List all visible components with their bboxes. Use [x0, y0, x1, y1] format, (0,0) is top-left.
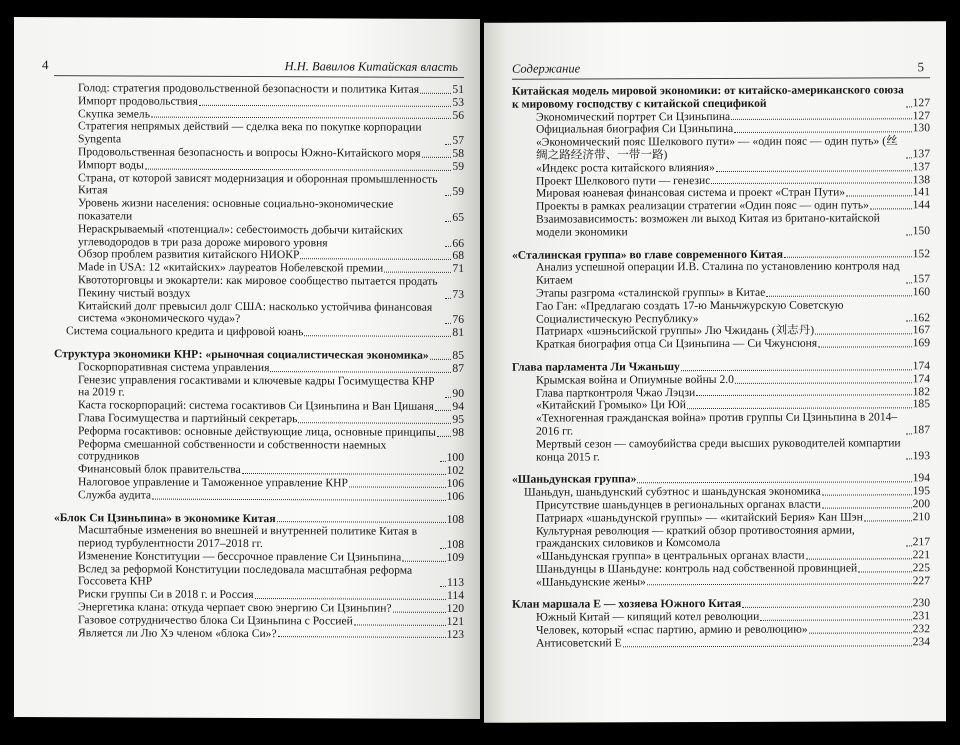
toc-entry[interactable]: [512, 636, 930, 650]
dot-leader: [393, 612, 446, 613]
dot-leader: [647, 584, 912, 586]
toc-entry-title: Проект Шелкового пути — генезис: [536, 173, 711, 188]
toc-entry-title: Глава партконтроля Чжао Лэцзи: [536, 385, 696, 400]
toc-entry-page: 234: [912, 635, 930, 649]
dot-leader: [906, 157, 912, 158]
dot-leader: [445, 221, 451, 222]
table-of-contents-right: [512, 84, 930, 650]
dot-leader: [906, 106, 912, 107]
toc-entry-title: Клан маршала Е — хозяева Южного Китая: [512, 597, 742, 612]
toc-entry-title: Антисоветский Е: [536, 636, 622, 650]
toc-entry-page: 174: [912, 359, 930, 373]
left-page-header: [42, 55, 464, 78]
toc-entry-title: Реформа смешанной собственности и собственности наемных сотрудников: [78, 436, 387, 463]
toc-entry-title: Голод: стратегия продовольственной безопасности и политика Китая: [78, 81, 420, 96]
toc-entry[interactable]: [54, 627, 464, 642]
toc-section: [512, 473, 930, 590]
toc-entry-title: Патриарх «шэньсийской группы» Лю Чжидань (刘志丹): [536, 323, 815, 338]
dot-leader: [731, 119, 911, 121]
toc-entry[interactable]: [54, 223, 464, 250]
toc-entry-page: 225: [912, 561, 930, 575]
toc-entry-title: Гао Ган: «Предлагаю создать 17-ю Маньчжурскую Советскую Социалистическую Республику»: [536, 298, 844, 326]
toc-entry-title: Скупка земель: [78, 106, 150, 121]
toc-entry-title: Экономический портрет Си Цзиньпина: [536, 109, 731, 124]
toc-entry-page: 187: [912, 423, 930, 437]
dot-leader: [402, 560, 445, 561]
dot-leader: [445, 246, 451, 247]
toc-entry[interactable]: [512, 575, 930, 589]
dot-leader: [906, 234, 912, 235]
toc-entry-page: 162: [912, 310, 930, 324]
toc-entry-page: 137: [912, 147, 930, 161]
dot-leader: [906, 433, 912, 434]
toc-entry-page: 193: [912, 448, 930, 462]
toc-entry-page: 221: [912, 548, 930, 562]
toc-entry-page: 210: [912, 509, 930, 524]
toc-section: [512, 360, 930, 464]
dot-leader: [242, 473, 446, 475]
toc-entry-title: Продовольственная безопасность и вопросы Южно-Китайского моря: [78, 145, 421, 160]
dot-leader: [422, 157, 452, 158]
toc-entry[interactable]: [54, 121, 464, 148]
toc-entry-page: 65: [452, 210, 464, 224]
toc-entry-title: Масштабные изменения во внешней и внутренней политике Китая в период турбулентности 2017–2018 гг.: [78, 523, 418, 551]
dot-leader: [349, 486, 446, 487]
dot-leader: [354, 624, 446, 625]
toc-entry-title: Крымская война и Опиумные войны 2.0: [536, 372, 734, 387]
toc-entry-page: 157: [912, 272, 930, 286]
dot-leader: [809, 632, 912, 633]
page-number: 5: [917, 59, 924, 75]
toc-entry-page: 138: [912, 172, 930, 186]
toc-entry[interactable]: [512, 524, 930, 551]
dot-leader: [430, 359, 452, 360]
toc-section: [512, 598, 930, 651]
toc-entry-page: 81: [452, 326, 464, 340]
toc-entry-title: Энергетика клана: откуда черпает свою энергию Си Цзиньпин?: [78, 600, 392, 615]
toc-entry-page: 113: [447, 576, 464, 590]
toc-entry-page: 95: [452, 412, 464, 426]
toc-entry-title: Обзор проблем развития китайского НИОКР: [78, 247, 300, 262]
toc-entry[interactable]: [54, 489, 464, 504]
dot-leader: [906, 321, 912, 322]
dot-leader: [711, 183, 911, 185]
dot-leader: [300, 258, 451, 260]
toc-entry-title: Стратегия непрямых действий — сделка века по покупке корпорации Syngenta: [78, 119, 422, 146]
toc-entry-page: 94: [452, 400, 464, 414]
dot-leader: [806, 558, 912, 559]
toc-entry-page: 174: [912, 371, 930, 386]
toc-section: [54, 82, 464, 340]
dot-leader: [445, 195, 451, 196]
toc-entry-page: 185: [912, 397, 930, 411]
dot-leader: [445, 144, 451, 145]
toc-entry-title: «Шаньдунская группа» в центральных органах власти: [536, 548, 805, 563]
dot-leader: [199, 104, 452, 106]
dot-leader: [145, 168, 452, 170]
toc-entry-page: 66: [452, 236, 464, 250]
toc-entry[interactable]: [512, 261, 930, 288]
dot-leader: [742, 607, 911, 609]
toc-entry-title: Налоговое управление и Таможенное управление КНР: [78, 475, 348, 490]
toc-entry-page: 182: [912, 384, 930, 398]
toc-entry-title: Страна, от которой зависят модернизация и оборонная промышленность Китая: [78, 170, 438, 197]
dot-leader: [734, 132, 911, 134]
toc-entry-page: 85: [452, 348, 464, 362]
toc-entry[interactable]: [512, 135, 930, 162]
toc-entry-title: Китайский долг превысил долг США: насколько устойчива финансовая система «экономического чуда»?: [78, 298, 433, 326]
toc-entry-page: 231: [912, 609, 930, 623]
toc-entry-page: 200: [912, 497, 930, 511]
dot-leader: [864, 520, 912, 521]
toc-entry-page: 195: [912, 484, 930, 498]
toc-entry-title: Человек, который «спас партию, армию и революцию»: [536, 622, 808, 637]
toc-entry-title: «Экономический пояс Шелкового пути» — «один пояс — один путь» (丝绸之路经济带、一带一路): [536, 134, 898, 162]
toc-entry-title: «Сталинская группа» во главе современного Китая: [512, 247, 783, 262]
toc-entry-title: Каста госкорпораций: система госактивов Си Цзиньпина и Ван Цишаня: [78, 398, 434, 413]
toc-chapter-entry[interactable]: [512, 84, 930, 111]
toc-entry-page: 150: [912, 224, 930, 238]
toc-entry-title: Китайская модель мировой экономики: от китайско-американского союза к мировому господству с китайской спецификой: [512, 83, 904, 111]
dot-leader: [304, 335, 451, 337]
toc-entry[interactable]: [54, 172, 464, 199]
toc-section: [54, 348, 464, 503]
toc-entry-title: Мировая юаневая финансовая система и проект «Стран Пути»: [536, 185, 846, 200]
dot-leader: [687, 407, 912, 409]
toc-entry-title: Патриарх «шаньдунской группы» — «китайский Берия» Кан Шэн: [536, 510, 863, 525]
toc-entry-title: Импорт продовольствия: [78, 94, 198, 108]
table-of-contents-left: [54, 82, 464, 641]
toc-entry[interactable]: [54, 524, 464, 551]
toc-entry-title: Нераскрываемый «потенциал»: себестоимость добычи китайских углеводородов в три раза дороже мирового уровня: [78, 222, 404, 249]
toc-entry-title: Глава парламента Ли Чжаньшу: [512, 360, 680, 374]
toc-entry-title: Вслед за реформой Конституции последовала масштабная реформа Госсовета КНР: [78, 561, 413, 589]
toc-entry-title: Официальная биография Си Цзиньпина: [536, 122, 734, 137]
toc-entry-title: Этапы разгрома «сталинской группы» в Китае: [536, 285, 766, 300]
dot-leader: [846, 195, 912, 196]
toc-entry-page: 106: [446, 476, 464, 490]
toc-entry-title: Краткая биография отца Си Цзиньпина — Си Чжунсюня: [536, 336, 818, 351]
toc-section: [512, 84, 930, 239]
dot-leader: [151, 117, 451, 119]
dot-leader: [870, 208, 912, 209]
toc-entry[interactable]: [54, 300, 464, 327]
toc-entry[interactable]: [512, 212, 930, 239]
toc-entry-title: «Шаньдунские жены»: [536, 574, 646, 589]
dot-leader: [623, 645, 912, 647]
dot-leader: [440, 586, 446, 587]
toc-entry-page: 100: [446, 451, 464, 465]
toc-entry-page: 108: [446, 512, 464, 526]
toc-entry-page: 160: [912, 285, 930, 299]
toc-entry-page: 137: [912, 160, 930, 174]
toc-entry-page: 169: [912, 336, 930, 350]
toc-entry-page: 106: [446, 489, 464, 503]
dot-leader: [384, 272, 451, 273]
dot-leader: [255, 598, 446, 600]
dot-leader: [445, 297, 451, 298]
toc-entry-page: 130: [912, 121, 930, 135]
toc-entry-title: Реформа госактивов: основные действующие лица, основные принципы: [78, 423, 436, 439]
dot-leader: [152, 498, 446, 500]
toc-entry-page: 59: [452, 159, 464, 173]
toc-entry-title: Проекты в рамках реализации стратегии «Один пояс — один путь»: [536, 198, 869, 213]
toc-entry-page: 73: [452, 287, 464, 301]
dot-leader: [760, 619, 911, 621]
dot-leader: [270, 371, 451, 373]
toc-entry-title: Культурная революция — краткий обзор противостояния армии, гражданских силовиков и Комсомола: [536, 523, 855, 550]
toc-entry-page: 87: [452, 361, 464, 375]
toc-entry-page: 98: [452, 425, 464, 439]
toc-entry-title: «Китайский Громыко» Ци Юй: [536, 398, 686, 412]
dot-leader: [637, 481, 911, 483]
toc-section: [54, 512, 464, 642]
toc-entry-page: 141: [912, 185, 930, 199]
toc-entry-title: «Индекс роста китайского влияния»: [536, 160, 715, 175]
toc-entry[interactable]: [512, 337, 930, 351]
toc-entry-page: 114: [447, 589, 464, 603]
dot-leader: [818, 346, 911, 347]
dot-leader: [822, 507, 912, 508]
toc-entry-title: Является ли Лю Хэ членом «блока Си»?: [78, 625, 277, 640]
toc-entry-title: Глава Госимущества и партийный секретарь: [78, 411, 298, 426]
running-head: Н.Н. Вавилов Китайская власть: [284, 59, 458, 74]
toc-entry[interactable]: [54, 438, 464, 465]
toc-entry-page: 109: [446, 550, 464, 564]
dot-leader: [420, 93, 451, 94]
toc-entry-title: Южный Китай — кипящий котел революции: [536, 610, 760, 624]
dot-leader: [716, 170, 912, 172]
toc-entry-page: 217: [912, 535, 930, 549]
dot-leader: [766, 295, 911, 297]
dot-leader: [784, 257, 912, 258]
dot-leader: [858, 571, 911, 572]
toc-entry-title: Госкорпоративная система управления: [78, 359, 270, 374]
toc-entry-page: 71: [452, 262, 464, 276]
toc-entry-title: Служба аудита: [78, 487, 152, 502]
toc-entry-title: Изменение Конституции — бессрочное правление Си Цзиньпина: [78, 549, 402, 564]
right-page: [484, 21, 946, 723]
dot-leader: [906, 282, 912, 283]
toc-entry-title: Уровень жизни населения: основные социально-экономические показатели: [78, 196, 394, 223]
toc-entry-title: Газовое сотрудничество блока Си Цзиньпина с Россией: [78, 613, 353, 628]
toc-entry-page: 123: [446, 627, 464, 641]
toc-entry-page: 232: [912, 622, 930, 636]
toc-entry-page: 59: [452, 185, 464, 199]
toc-entry[interactable]: [512, 437, 930, 464]
toc-entry[interactable]: [54, 197, 464, 224]
toc-entry[interactable]: [512, 411, 930, 438]
toc-entry-title: Квототорговцы и экокартели: как мировое сообщество пытается продать Пекину чистый воздух: [78, 273, 438, 300]
toc-entry-page: 120: [446, 601, 464, 616]
toc-entry-page: 58: [452, 146, 464, 160]
toc-entry-page: 51: [452, 82, 464, 96]
page-number: 4: [42, 57, 49, 73]
toc-entry-page: 194: [912, 471, 930, 485]
toc-entry-title: Система социального кредита и цифровой юань: [66, 324, 304, 339]
toc-entry-title: Импорт воды: [78, 158, 144, 172]
toc-entry-title: Финансовый блок правительства: [78, 462, 241, 477]
toc-entry-page: 57: [452, 134, 464, 148]
toc-entry-page: 152: [912, 246, 930, 260]
toc-entry-title: Присутствие шаньдунцев в региональных органах власти: [536, 497, 821, 512]
toc-entry-page: 53: [452, 95, 464, 109]
toc-entry-page: 90: [452, 387, 464, 401]
toc-entry-title: «Блок Си Цзиньпина» в экономике Китая: [54, 510, 276, 525]
dot-leader: [906, 459, 912, 460]
right-page-header: [512, 57, 930, 79]
toc-entry-page: 167: [912, 323, 930, 337]
toc-entry[interactable]: [512, 299, 930, 326]
dot-leader: [440, 461, 446, 462]
toc-entry-title: Шаньдунцы в Шаньдуне: контроль над собственной провинцией: [536, 561, 858, 576]
toc-entry-title: Структура экономики КНР: «рыночная социалистическая экономика»: [54, 347, 429, 362]
dot-leader: [906, 545, 912, 546]
toc-entry-title: Взаимозависимость: возможен ли выход Китая из британо-китайской модели экономики: [536, 211, 880, 239]
toc-entry-page: 121: [446, 614, 464, 628]
toc-entry[interactable]: [54, 325, 464, 340]
dot-leader: [278, 637, 446, 639]
toc-entry-page: 127: [912, 108, 930, 122]
dot-leader: [445, 397, 451, 398]
toc-entry-title: Риски группы Си в 2018 г. и Россия: [78, 587, 254, 602]
dot-leader: [437, 435, 451, 436]
toc-entry-page: 144: [912, 198, 930, 212]
dot-leader: [815, 333, 912, 334]
toc-entry-title: Шаньдун, шаньдунский субэтнос и шаньдунская экономика: [524, 484, 821, 499]
toc-entry-page: 102: [446, 463, 464, 478]
toc-entry-title: Анализ успешной операции И.В. Сталина по установлению контроля над Китаем: [536, 259, 900, 287]
toc-entry-page: 127: [912, 96, 930, 110]
toc-entry-title: Мертвый сезон — самоубийства среди высших руководителей компартии конца 2015 г.: [536, 436, 901, 464]
dot-leader: [696, 395, 911, 397]
dot-leader: [298, 422, 451, 424]
toc-entry-title: Генезис управления госактивами и ключевые кадры Госимущества КНР на 2019 г.: [78, 372, 435, 399]
toc-entry[interactable]: [54, 563, 464, 590]
running-head: Содержание: [512, 61, 581, 76]
toc-entry-page: 68: [452, 249, 464, 263]
toc-entry[interactable]: [54, 274, 464, 301]
toc-entry-title: «Шаньдунская группа»: [512, 472, 637, 487]
toc-entry-page: 76: [452, 313, 464, 327]
left-page: [14, 17, 480, 719]
toc-entry[interactable]: [54, 374, 464, 401]
toc-entry-page: 230: [912, 596, 930, 610]
dot-leader: [445, 323, 451, 324]
dot-leader: [435, 410, 452, 411]
toc-entry-page: 56: [452, 108, 464, 122]
dot-leader: [822, 494, 912, 495]
dot-leader: [277, 521, 446, 523]
dot-leader: [681, 369, 912, 371]
toc-entry-page: 108: [446, 537, 464, 552]
toc-entry-title: «Техногенная гражданская война» против группы Си Цзиньпина в 2014–2016 гг.: [536, 410, 898, 438]
toc-section: [512, 248, 930, 352]
toc-entry-title: Made in USA: 12 «китайских» лауреатов Нобелевской премии: [78, 260, 384, 275]
toc-entry-page: 227: [912, 573, 930, 587]
dot-leader: [440, 548, 446, 549]
dot-leader: [735, 382, 912, 384]
